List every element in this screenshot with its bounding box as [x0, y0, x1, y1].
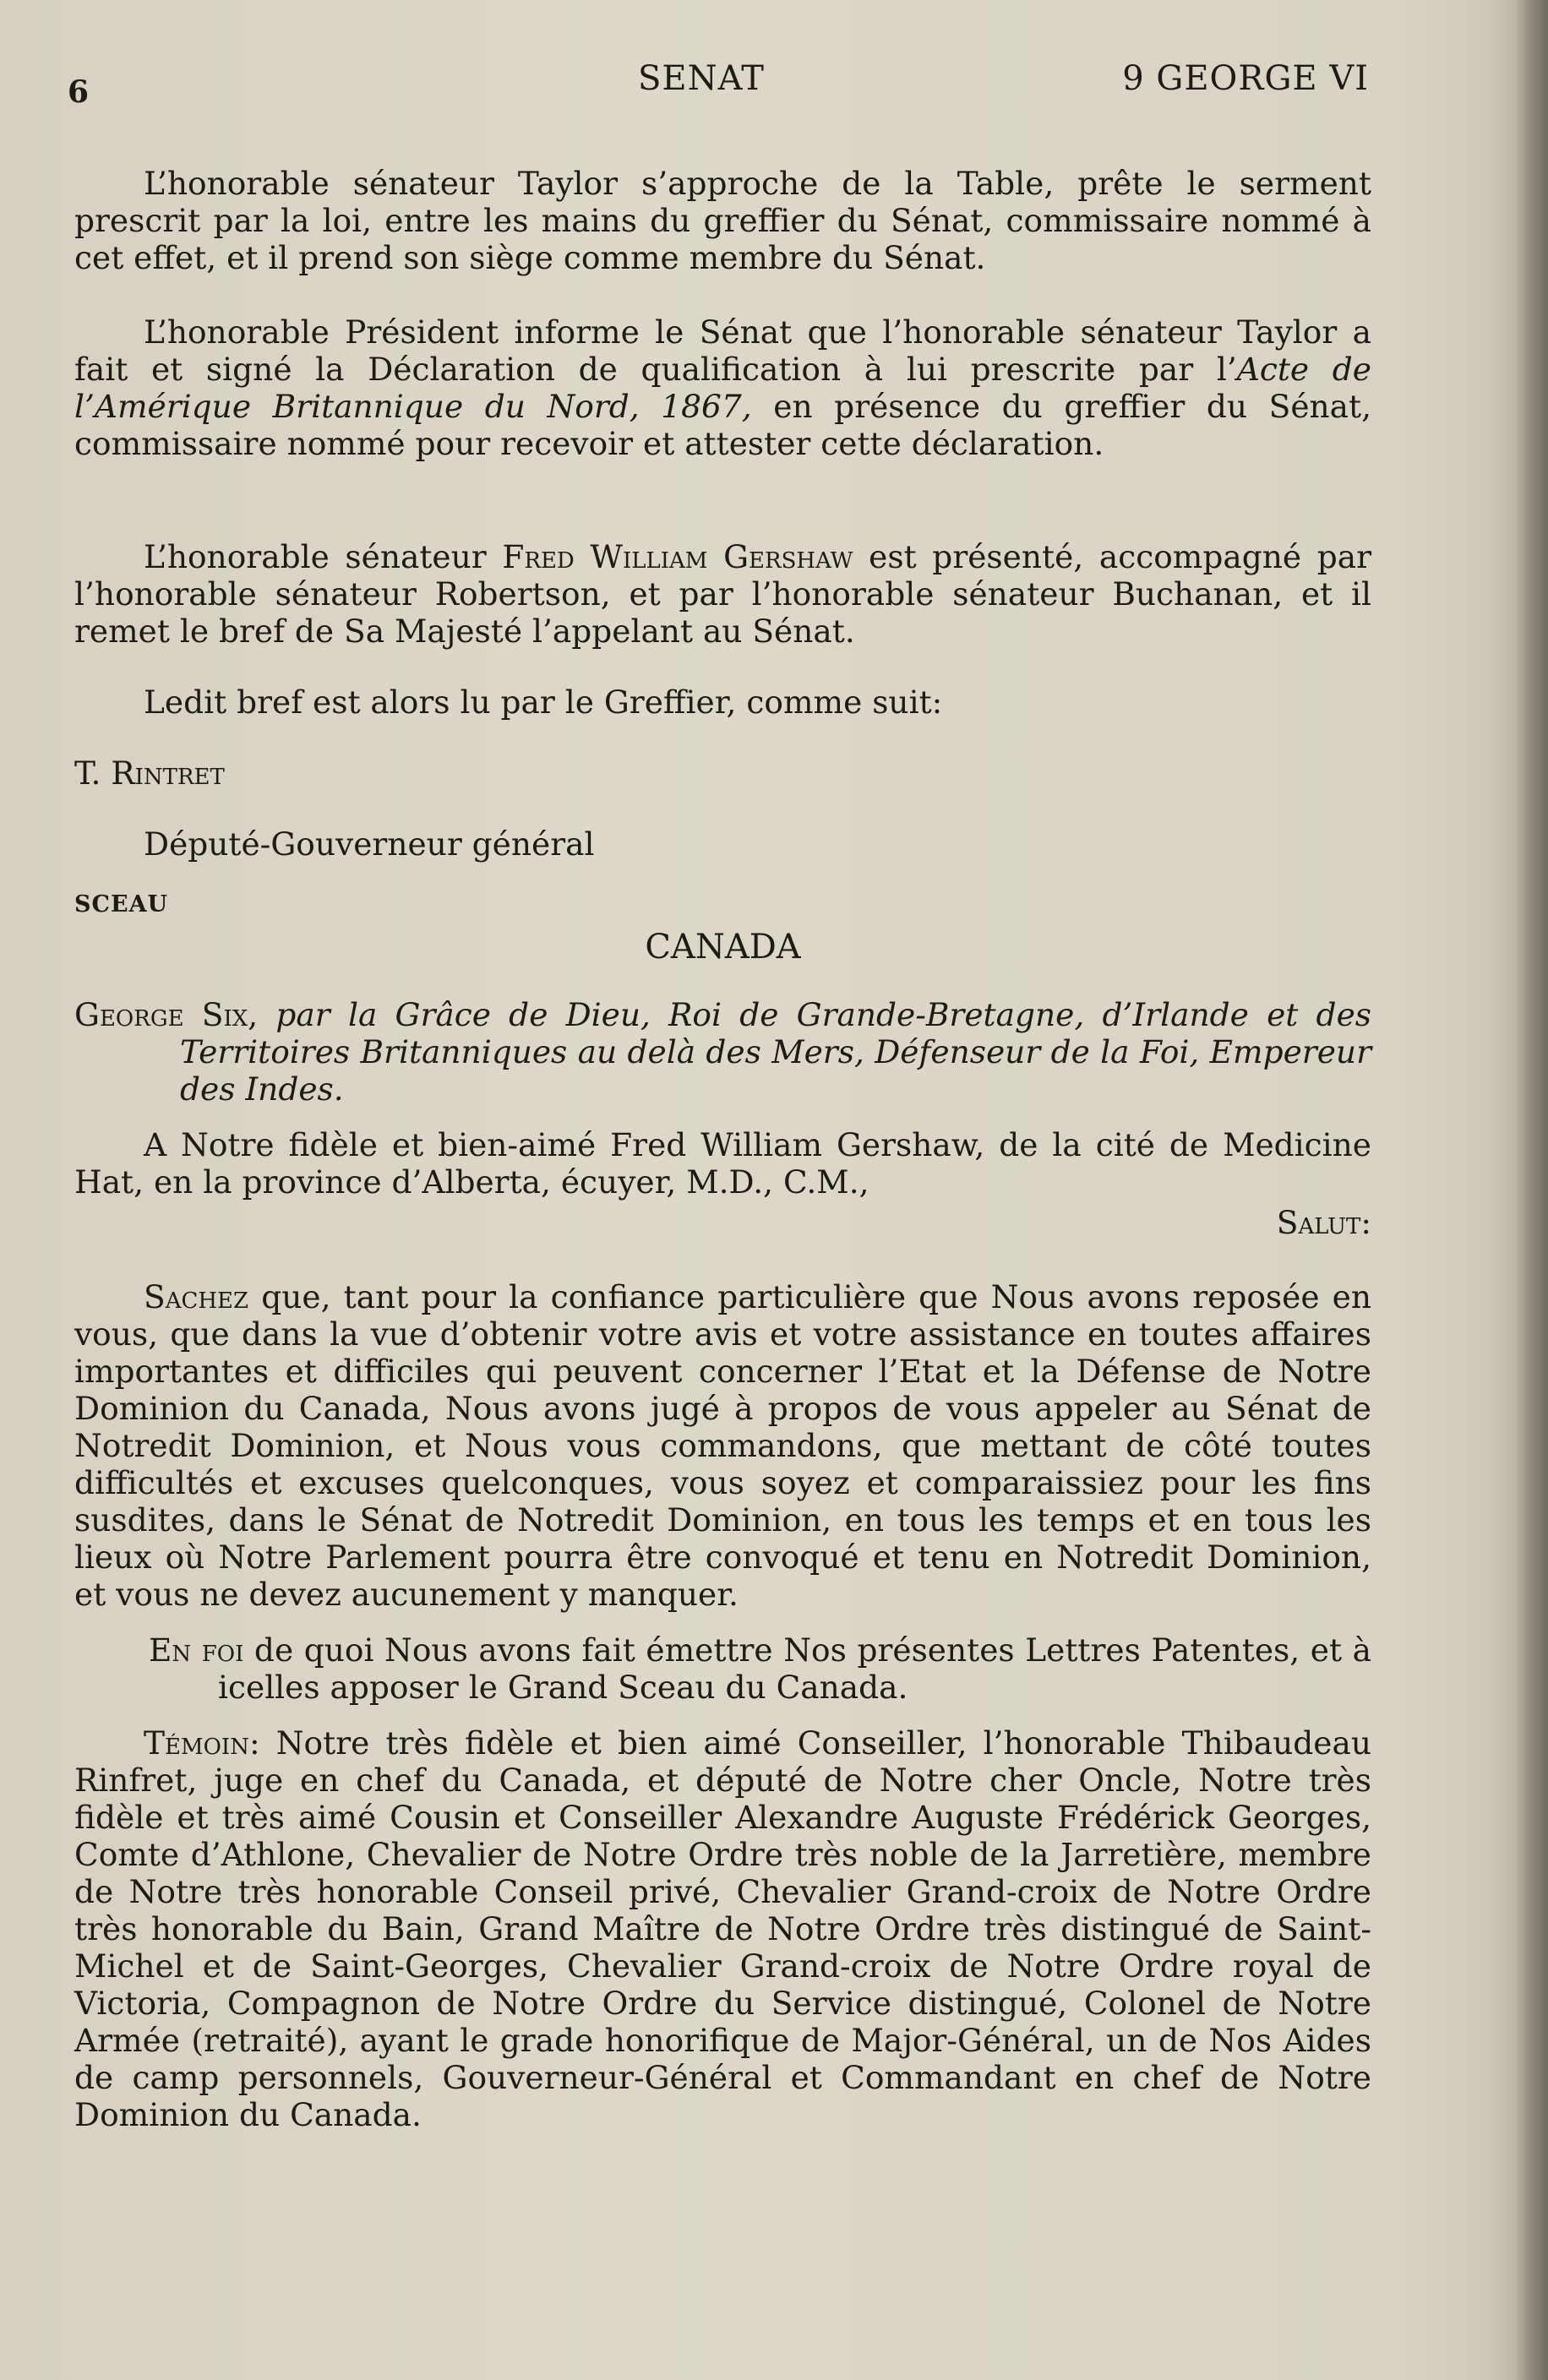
page-number: 6: [68, 74, 90, 110]
presentation-text-b: est présenté, accompagné par l’honorable sénateur Robertson, et par l’honorable sénateur Buchanan, et il remet le bref de Sa Majesté l’appelant au Sénat.: [74, 538, 1371, 650]
header-regnal-year: 9 GEORGE VI: [1122, 59, 1369, 98]
page-body: [74, 165, 1371, 2133]
seal-label: SCEAU: [74, 891, 169, 918]
en-foi-text: de quoi Nous avons fait émettre Nos présentes Lettres Patentes, et à icelles apposer le Grand Sceau du Canada.: [218, 1631, 1371, 1706]
running-header: [68, 59, 1369, 110]
paragraph-addressee: A Notre fidèle et bien-aimé Fred William Gershaw, de la cité de Medicine Hat, en la province d’Alberta, écuyer, M.D., C.M.,: [74, 1126, 1371, 1201]
signatory-title: Député-Gouverneur général: [144, 825, 595, 863]
declaration-text-a: L’honorable Président informe le Sénat que l’honorable sénateur Taylor a fait et signé la Déclaration de qualification à lui prescrite par l’: [74, 313, 1371, 388]
paragraph-sachez: [74, 1278, 1371, 1613]
royal-style: [74, 996, 1371, 1108]
king-name: George Six,: [74, 996, 259, 1033]
sachez-lead: Sachez: [144, 1278, 249, 1315]
declaration-text-b: en présence du greffier du Sénat, commissaire nommé pour recevoir et attester cette déclaration.: [74, 388, 1372, 462]
act-title: Acte de l’Amérique Britannique du Nord, 1867,: [74, 351, 1372, 425]
temoin-lead: Témoin:: [144, 1724, 260, 1762]
paragraph-oath: L’honorable sénateur Taylor s’approche de la Table, prête le serment prescrit par la loi, entre les mains du greffier du Sénat, commissaire nommé à cet effet, et il prend son siège comme membre du Sénat.: [74, 165, 1371, 276]
salutation: Salut:: [1276, 1204, 1371, 1241]
page-edge: [1514, 0, 1548, 2380]
paragraph-temoin: [74, 1724, 1371, 2133]
header-title: SENAT: [638, 59, 765, 98]
temoin-text: Notre très fidèle et bien aimé Conseiller, l’honorable Thibaudeau Rinfret, juge en chef du Canada, et député de Notre cher Oncle, Notre très fidèle et très aimé Cousin et Conseiller Alexandre Auguste Frédérick Georges, Comte d’Athlone, Chevalier de Notre Ordre très noble de la Jarretière, membre de Notre très honorable Conseil privé, Chevalier Grand-croix de Notre Ordre très honorable du Bain, Grand Maître de Notre Ordre très distingué de Saint-Michel et de Saint-Georges, Chevalier Grand-croix de Notre Ordre royal de Victoria, Compagnon de Notre Ordre du Service distingué, Colonel de Notre Armée (retraité), ayant le grade honorifique de Major-Général, un de Nos Aides de camp personnels, Gouverneur-Général et Commandant en chef de Notre Dominion du Canada.: [74, 1724, 1371, 2133]
paragraph-en-foi: [74, 1631, 1371, 1706]
signatory-name: T. Rintret: [74, 754, 225, 792]
paragraph-presentation: [74, 538, 1371, 650]
paragraph-declaration: [74, 313, 1371, 462]
king-title: par la Grâce de Dieu, Roi de Grande-Bretagne, d’Irlande et des Territoires Britanniques au delà des Mers, Défenseur de la Foi, Empereur des Indes.: [180, 996, 1372, 1108]
sachez-text: que, tant pour la confiance particulière que Nous avons reposée en vous, que dans la vue d’obtenir votre avis et votre assistance en toutes affaires importantes et difficiles qui peuvent concerner l’Etat et la Défense de Notre Dominion du Canada, Nous avons jugé à propos de vous appeler au Sénat de Notredit Dominion, et Nous vous commandons, que mettant de côté toutes difficultés et excuses quelconques, vous soyez et comparaissiez pour les fins susdites, dans le Sénat de Notredit Dominion, en tous les temps et en tous les lieux où Notre Parlement pourra être convoqué et tenu en Notredit Dominion, et vous ne devez aucunement y manquer.: [74, 1278, 1371, 1613]
presentation-text-a: L’honorable sénateur: [144, 538, 503, 575]
paragraph-writ-read: Ledit bref est alors lu par le Greffier, comme suit:: [144, 684, 943, 721]
en-foi-lead: En foi: [149, 1631, 244, 1669]
country-heading: CANADA: [645, 928, 801, 967]
senator-name: Fred William Gershaw: [502, 538, 853, 575]
